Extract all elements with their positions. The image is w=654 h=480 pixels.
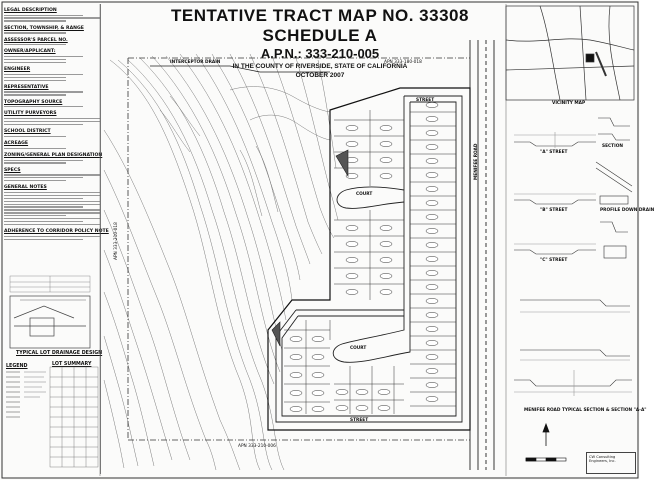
apn-bottom-label: APN 333-210-006: [238, 444, 276, 449]
vicinity-map-label: VICINITY MAP: [552, 101, 586, 106]
note-heading: REPRESENTATIVE: [4, 84, 49, 90]
note-heading: SECTION, TOWNSHIP, & RANGE: [4, 25, 84, 31]
apn-top-label: APN 333-180-018: [384, 60, 422, 65]
note-heading: ZONING/GENERAL PLAN DESIGNATION: [4, 152, 103, 158]
lot-summary-table: [50, 367, 98, 467]
note-heading: ADHERENCE TO CORRIDOR POLICY NOTE: [4, 229, 109, 235]
note-heading: GENERAL NOTES: [4, 185, 47, 191]
county-line: IN THE COUNTY OF RIVERSIDE, STATE OF CALIFORNIA: [232, 63, 408, 70]
menifee-road-label: MENIFEE ROAD: [474, 143, 479, 180]
note-heading: SCHOOL DISTRICT: [4, 129, 51, 135]
topographic-contours: [104, 54, 338, 470]
lot-number-tags: [290, 102, 438, 411]
note-heading: LEGAL DESCRIPTION: [4, 8, 57, 13]
note-heading: ENGINEER: [4, 67, 31, 73]
menifee-section-label: MENIFEE ROAD TYPICAL SECTION & SECTION "A-A": [524, 408, 647, 413]
interceptor-drain: [150, 66, 330, 72]
note-heading: TOPOGRAPHY SOURCE: [4, 99, 63, 105]
property-boundary: [128, 58, 470, 440]
north-arrow: [543, 424, 549, 446]
legend-block: [6, 372, 46, 417]
firm-title-box: [586, 452, 636, 474]
c-street-section-label: "C" STREET: [540, 258, 568, 263]
subdivision-boundary: [268, 88, 470, 430]
apn-subtitle: A.P.N.: 333-210-005: [260, 46, 380, 61]
note-heading: ACREAGE: [4, 141, 29, 147]
street-cross-sections: [514, 118, 632, 396]
apn-left-label: APN 333-210-018: [114, 222, 119, 260]
firm-name: CW Consulting Engineers, Inc.: [589, 455, 616, 463]
interceptor-drain-label: INTERCEPTOR DRAIN: [170, 60, 221, 65]
down-drain-label: PROFILE DOWN DRAIN: [600, 208, 654, 213]
detention-basins: [272, 150, 348, 346]
vicinity-map: [506, 6, 634, 100]
street-bottom-label: STREET: [350, 418, 369, 423]
b-street-section-label: "B" STREET: [540, 208, 568, 213]
lot-summary-label: LOT SUMMARY: [52, 362, 92, 367]
legend-label: LEGEND: [6, 364, 28, 369]
court-lower-label: COURT: [350, 346, 367, 351]
section-label: SECTION: [602, 144, 623, 149]
map-title: TENTATIVE TRACT MAP NO. 33308 SCHEDULE A: [171, 6, 469, 45]
note-heading: OWNER/APPLICANT:: [4, 49, 56, 55]
drainage-design-figure: [10, 296, 90, 348]
note-heading: ASSESSOR'S PARCEL NO.: [4, 37, 68, 43]
corridor-table: [10, 276, 90, 292]
street-top-label: STREET: [416, 98, 435, 103]
note-heading: SPECS: [4, 167, 21, 173]
date-line: OCTOBER 2007: [295, 72, 345, 79]
a-street-section-label: "A" STREET: [540, 150, 568, 155]
court-upper-label: COURT: [356, 192, 373, 197]
note-heading: UTILITY PURVEYORS: [4, 111, 57, 117]
menifee-road: [470, 40, 494, 470]
scale-bar: [526, 458, 566, 461]
drainage-design-label: TYPICAL LOT DRAINAGE DESIGN: [16, 351, 103, 356]
